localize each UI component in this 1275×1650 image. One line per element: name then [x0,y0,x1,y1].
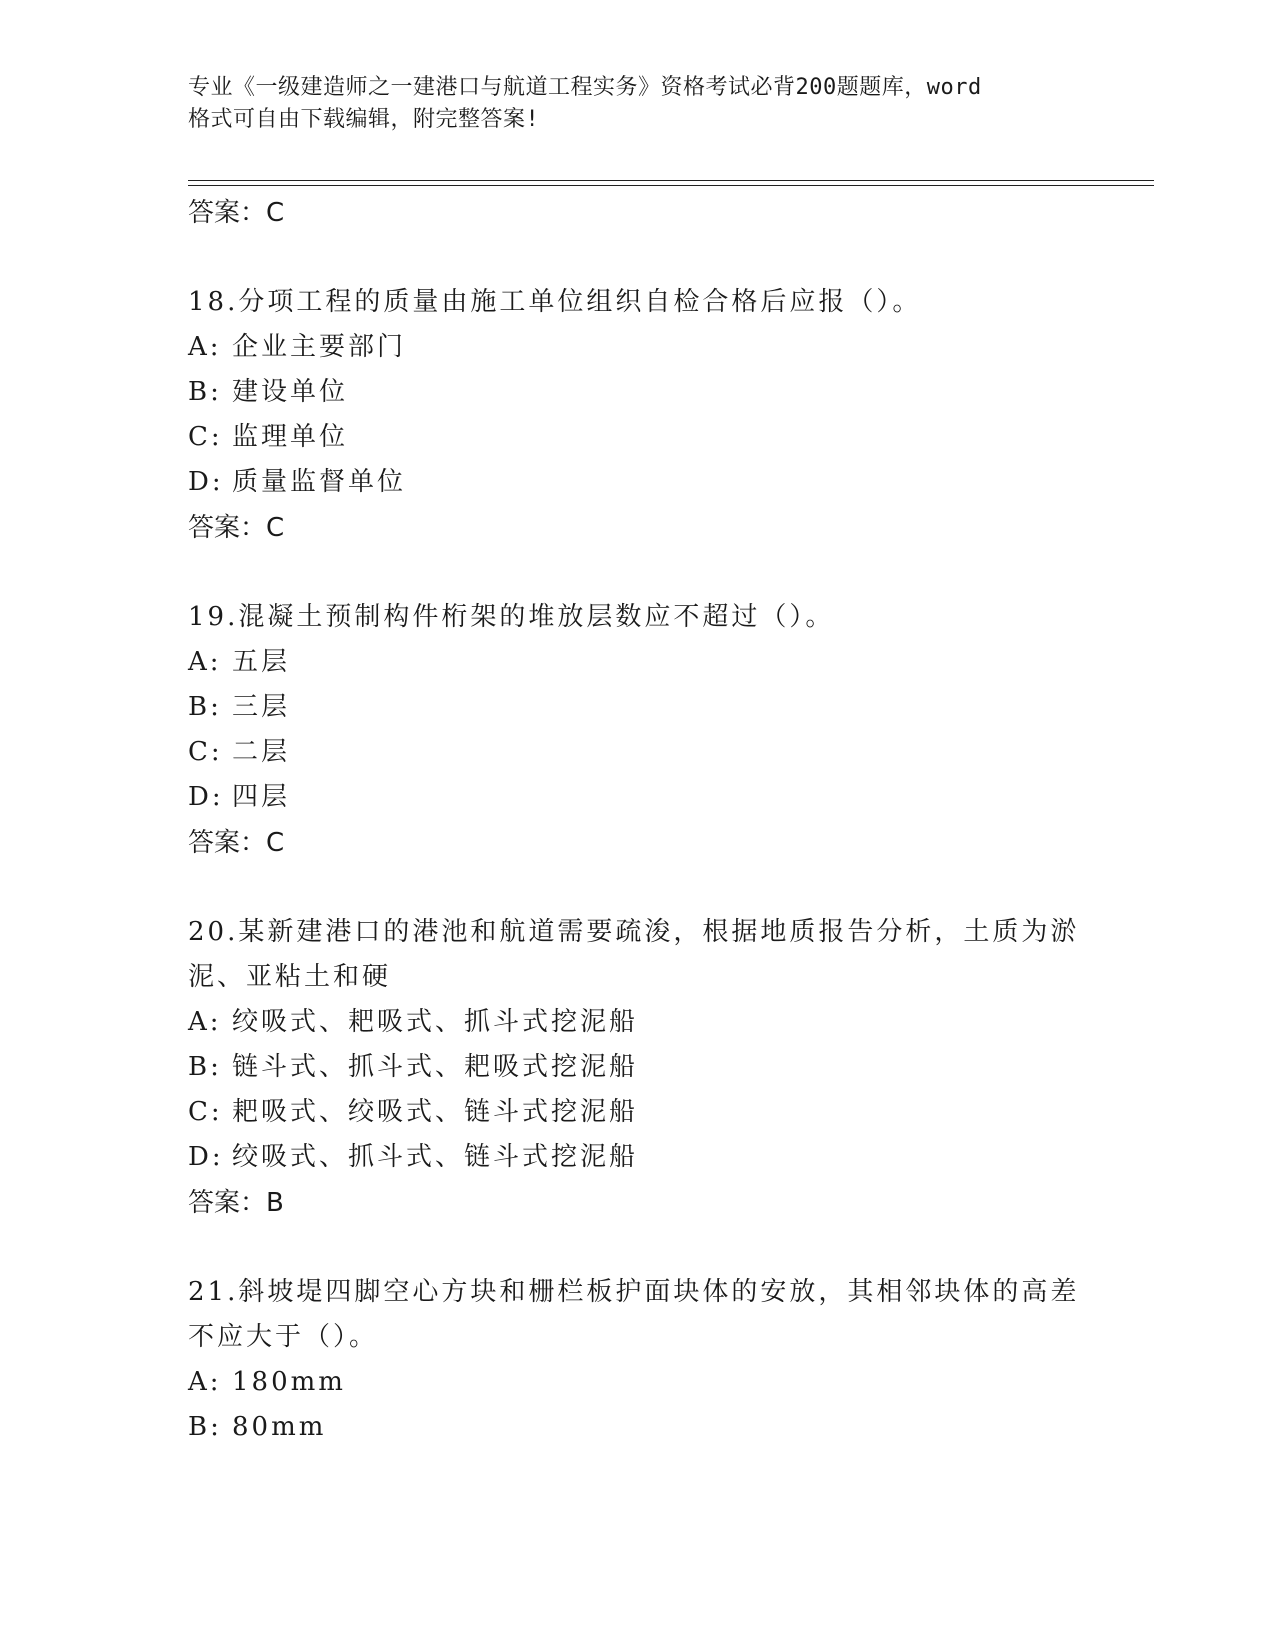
question-text: 18.分项工程的质量由施工单位组织自检合格后应报（）。 [188,287,922,317]
question-block [188,280,1088,551]
answer-line: 答案：C [188,198,285,228]
option-text: 建设单位 [232,377,349,407]
option-a [188,640,1088,685]
header-line-2: 格式可自由下载编辑，附完整答案! [188,107,540,132]
option-letter: A: [188,647,222,677]
question-block [188,910,1088,1226]
option-letter: C: [188,737,223,767]
header-divider [188,180,1154,186]
option-text: 五层 [232,647,291,677]
option-d [188,775,1088,820]
option-letter: B: [188,692,222,722]
question-list [188,190,1088,1450]
document-header [188,72,1068,136]
option-text: 质量监督单位 [232,467,407,497]
option-text: 180mm [232,1367,346,1397]
option-b [188,1045,1088,1090]
option-letter: D: [188,782,224,812]
option-text: 绞吸式、耙吸式、抓斗式挖泥船 [232,1007,639,1037]
option-c [188,415,1088,460]
option-text: 三层 [232,692,291,722]
option-letter: D: [188,1142,224,1172]
option-letter: A: [188,1007,222,1037]
header-line-1: 专业《一级建造师之一建港口与航道工程实务》资格考试必背200题题库，word [188,75,982,100]
question-block [188,595,1088,866]
option-letter: B: [188,1052,222,1082]
option-letter: C: [188,1097,223,1127]
option-text: 链斗式、抓斗式、耙吸式挖泥船 [232,1052,639,1082]
answer-line: 答案：C [188,513,285,543]
option-letter: C: [188,422,223,452]
option-text: 耙吸式、绞吸式、链斗式挖泥船 [232,1097,639,1127]
option-a [188,1000,1088,1045]
option-b [188,685,1088,730]
option-letter: A: [188,332,222,362]
option-letter: A: [188,1367,222,1397]
question-text: 19.混凝土预制构件桁架的堆放层数应不超过（）。 [188,602,835,632]
question-text-line-1: 20.某新建港口的港池和航道需要疏浚，根据地质报告分析，土质为淤 [188,917,1080,947]
question-text-line-2: 不应大于（）。 [188,1322,379,1352]
option-letter: D: [188,467,224,497]
option-a [188,1360,1088,1405]
answer-line: 答案：B [188,1188,284,1218]
option-text: 监理单位 [232,422,349,452]
answer-line: 答案：C [188,828,285,858]
option-text: 绞吸式、抓斗式、链斗式挖泥船 [232,1142,639,1172]
question-text-line-2: 泥、亚粘土和硬 [188,962,392,992]
option-c [188,1090,1088,1135]
question-block [188,1270,1088,1450]
option-a [188,325,1088,370]
option-b [188,370,1088,415]
option-text: 80mm [232,1412,327,1442]
option-letter: B: [188,1412,222,1442]
option-text: 二层 [232,737,291,767]
question-text-line-1: 21.斜坡堤四脚空心方块和栅栏板护面块体的安放，其相邻块体的高差 [188,1277,1080,1307]
option-text: 四层 [232,782,291,812]
option-d [188,460,1088,505]
option-b [188,1405,1088,1450]
option-d [188,1135,1088,1180]
option-text: 企业主要部门 [232,332,407,362]
option-c [188,730,1088,775]
option-letter: B: [188,377,222,407]
